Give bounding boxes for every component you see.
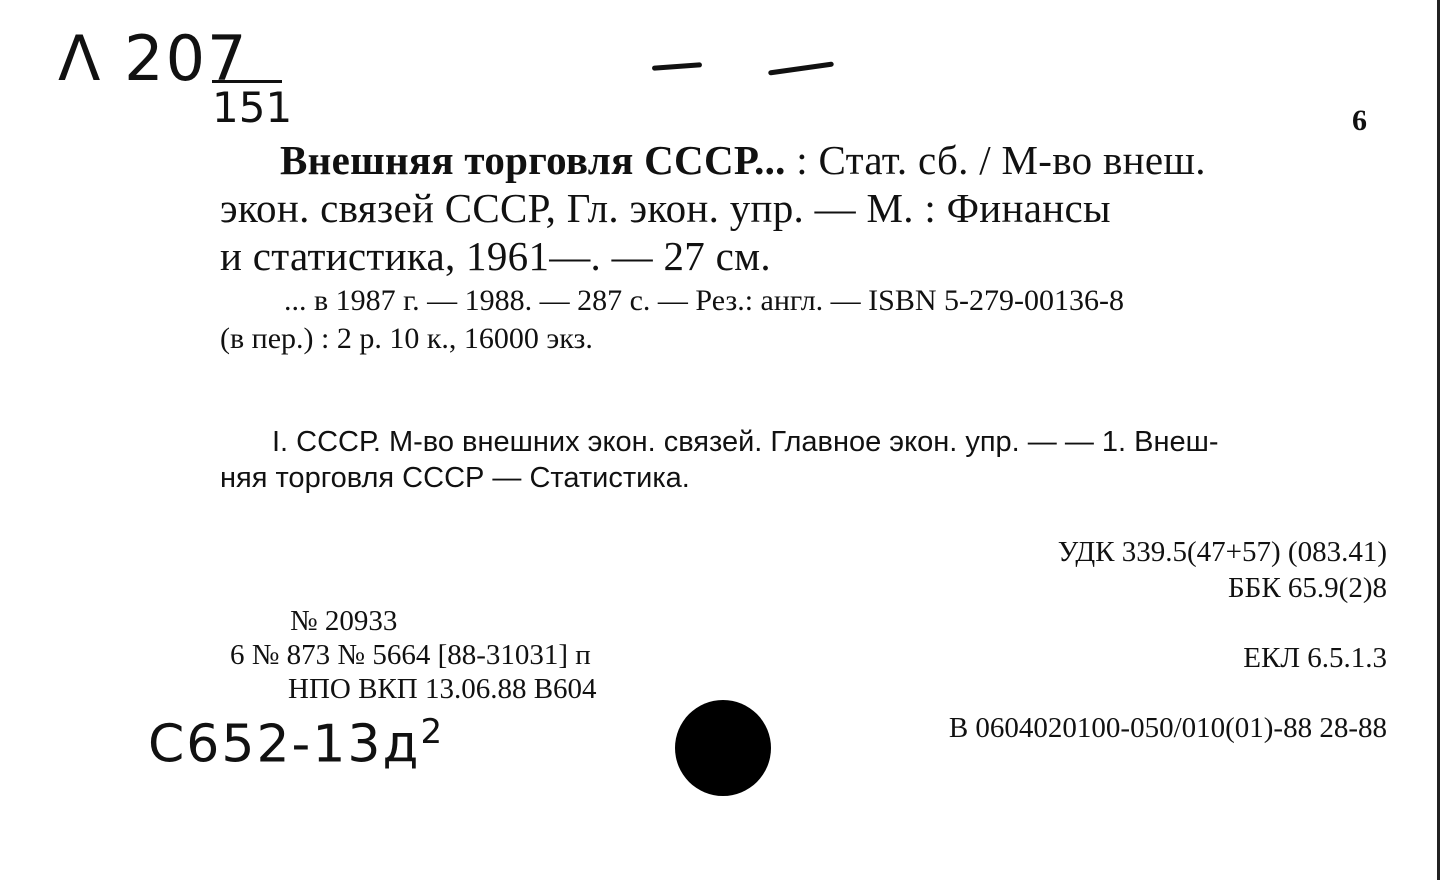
title-entry (220, 136, 1380, 280)
subjects-line-1: I. СССР. М-во внешних экон. связей. Главное экон. упр. — — 1. Внеш- (272, 426, 1219, 458)
sheet-number: 6 (1352, 104, 1367, 137)
punch-hole (675, 700, 771, 796)
details-line-2: (в пер.) : 2 р. 10 к., 16000 экз. (220, 322, 593, 355)
shelfmark-sub: 151 (212, 83, 293, 132)
bottom-code-sup: 2 (420, 712, 445, 752)
bottom-code-main: C652-13д (148, 714, 421, 775)
publisher-code: В 0604020100-050/010(01)-88 28-88 (948, 712, 1387, 744)
registry-number: № 20933 (290, 605, 398, 637)
title-line-2: экон. связей СССР, Гл. экон. упр. — М. : Финансы (220, 185, 1111, 231)
bbk-code: ББК 65.9(2)8 (1228, 572, 1387, 604)
publication-details (220, 282, 1385, 358)
title-bold: Внешняя торговля СССР... (280, 137, 786, 183)
pen-dash (768, 61, 834, 75)
subjects-line-2: няя торговля СССР — Статистика. (220, 462, 690, 494)
udk-code: УДК 339.5(47+57) (083.41) (1057, 536, 1387, 568)
subject-headings (220, 424, 1385, 496)
pen-dash (652, 62, 702, 70)
registry-line-2: 6 № 873 № 5664 [88-31031] п (230, 639, 591, 671)
registry-line-3: НПО ВКП 13.06.88 В604 (288, 673, 597, 705)
handwritten-shelfmark-sub (212, 80, 293, 132)
handwritten-code-bottom (148, 712, 444, 774)
title-line-3: и статистика, 1961—. — 27 см. (220, 233, 771, 279)
title-line-1 (220, 136, 1380, 184)
title-rest: : Стат. сб. / М-во внеш. (785, 137, 1206, 183)
shelfmark-main: Λ 207 (58, 22, 249, 95)
ekl-code: ЕКЛ 6.5.1.3 (1243, 642, 1387, 674)
details-line-1: ... в 1987 г. — 1988. — 287 с. — Рез.: англ. — ISBN 5-279-00136-8 (284, 284, 1124, 317)
